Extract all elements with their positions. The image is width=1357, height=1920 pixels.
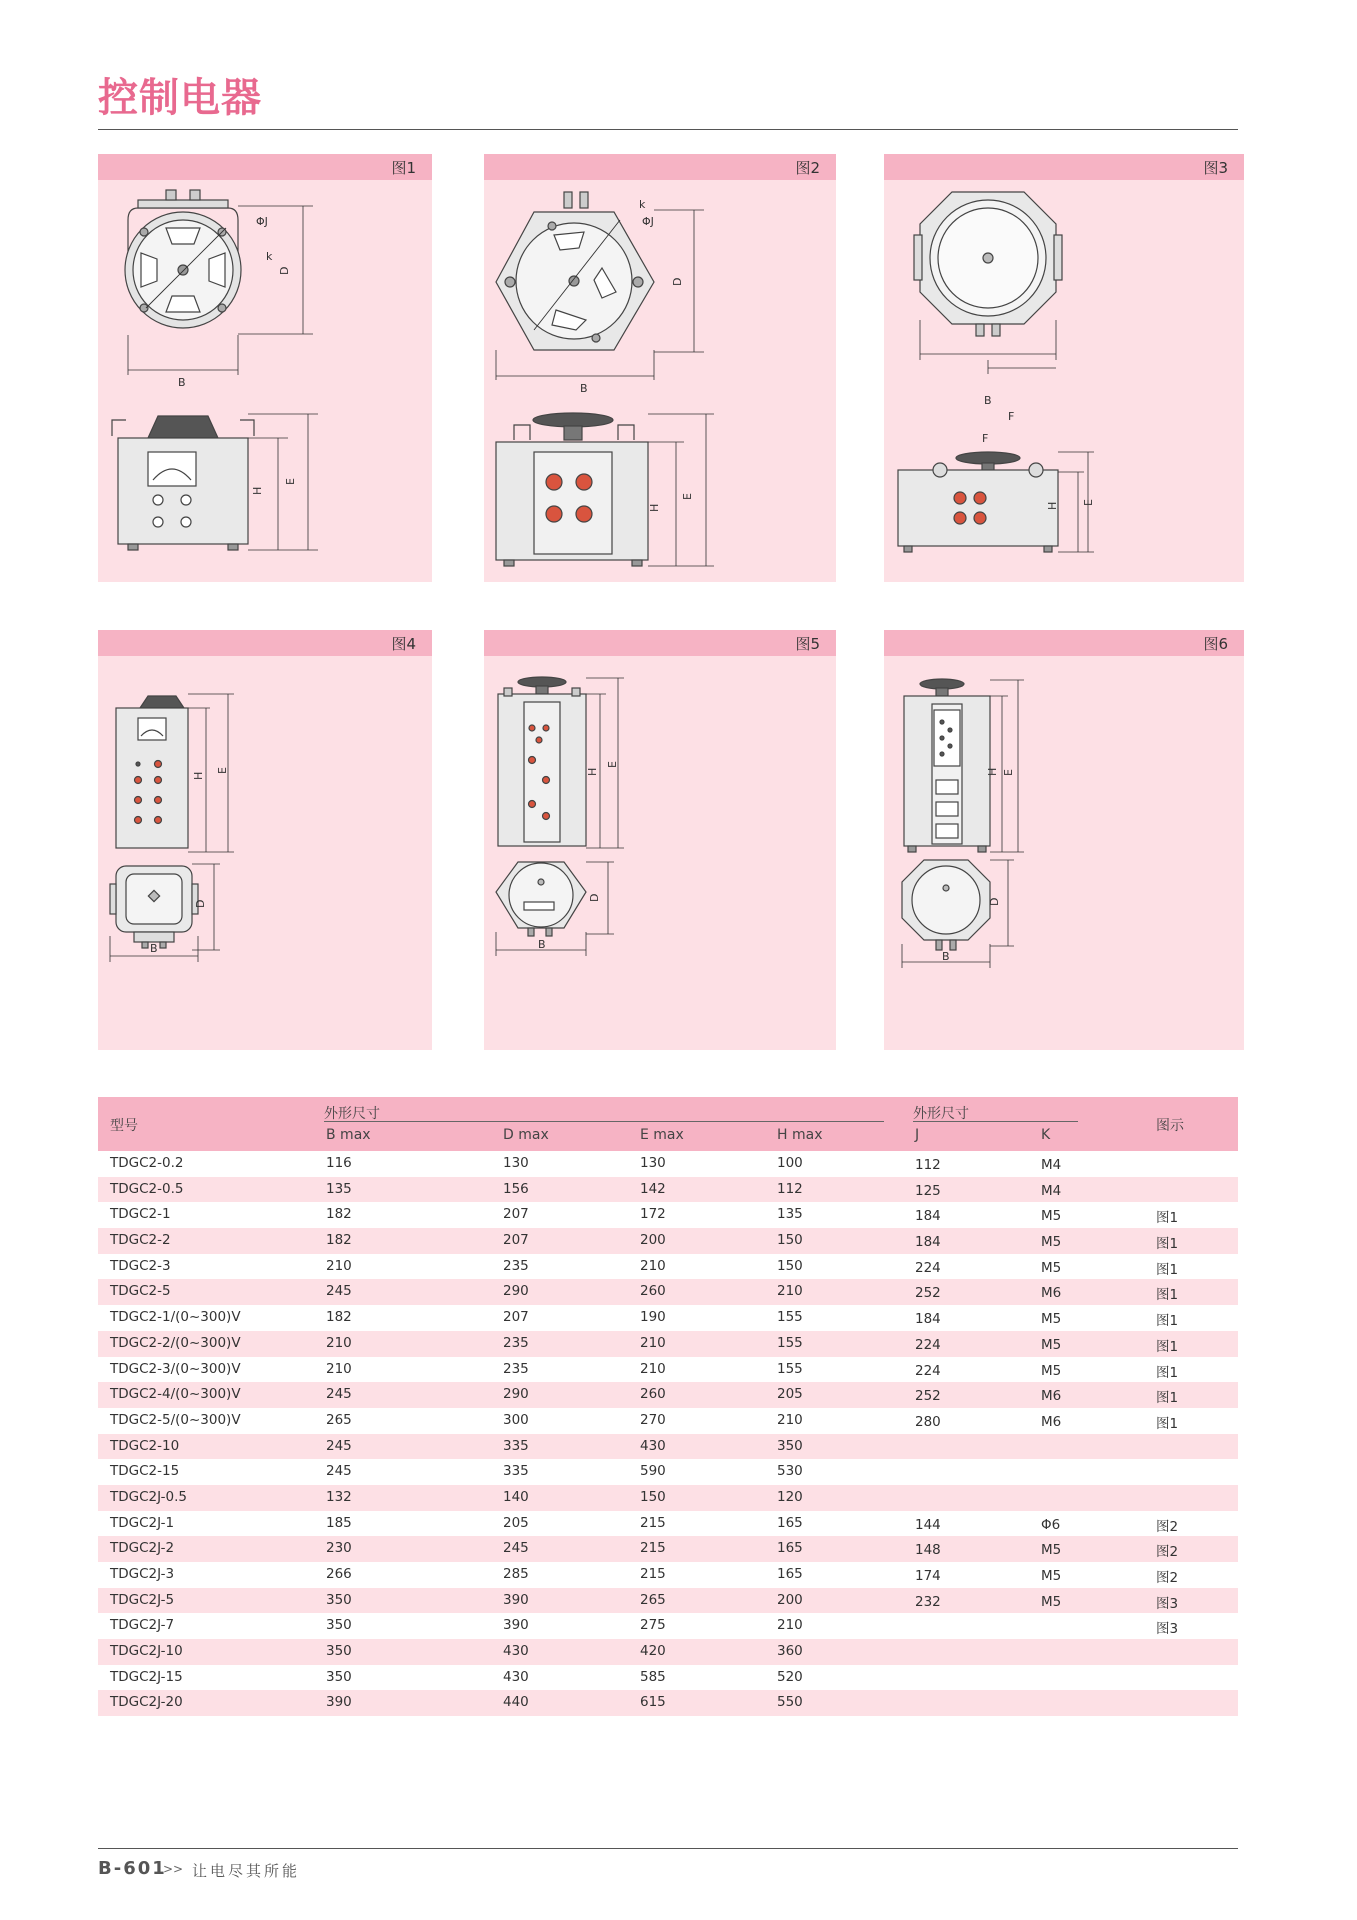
cell-model: TDGC2J-0.5 <box>110 1488 187 1505</box>
dim-b-label: B <box>984 394 992 407</box>
cell-b: 266 <box>326 1566 352 1582</box>
cell-e: 215 <box>640 1540 666 1557</box>
cell-d: 390 <box>503 1591 529 1608</box>
dim-f-label-2: F <box>982 432 989 445</box>
cell-h: 350 <box>777 1437 803 1454</box>
cell-b: 350 <box>326 1591 352 1608</box>
cell-e: 275 <box>640 1617 666 1634</box>
cell-d: 207 <box>503 1309 529 1326</box>
cell-e: 172 <box>640 1206 666 1223</box>
figure-label: 图1 <box>391 159 416 177</box>
cell-k: M5 <box>1041 1593 1062 1610</box>
cell-e: 270 <box>640 1411 666 1428</box>
cell-b: 185 <box>326 1514 352 1531</box>
cell-model: TDGC2-15 <box>110 1463 180 1480</box>
cell-h: 120 <box>777 1488 803 1505</box>
table-row <box>98 1202 1238 1228</box>
cell-k: M5 <box>1041 1259 1062 1276</box>
cell-j: 144 <box>915 1516 941 1533</box>
cell-e: 150 <box>640 1488 666 1505</box>
cell-d: 207 <box>503 1232 529 1249</box>
cell-j: 224 <box>915 1362 941 1379</box>
cell-e: 200 <box>640 1232 666 1249</box>
figure-1-drawing <box>98 180 432 582</box>
cell-b: 230 <box>326 1540 352 1557</box>
cell-b: 350 <box>326 1617 352 1634</box>
cell-d: 235 <box>503 1360 529 1377</box>
cell-e: 130 <box>640 1155 666 1171</box>
header-h: H max <box>777 1127 823 1143</box>
cell-h: 155 <box>777 1309 803 1326</box>
cell-b: 350 <box>326 1643 352 1660</box>
cell-b: 245 <box>326 1386 352 1403</box>
cell-e: 215 <box>640 1514 666 1531</box>
figure-6-panel <box>884 630 1244 1050</box>
dim-e-label: E <box>681 493 694 500</box>
cell-b: 182 <box>326 1206 352 1223</box>
cell-fig: 图2 <box>1156 1544 1179 1561</box>
header-k: K <box>1041 1127 1051 1143</box>
dim-d-label: D <box>988 897 1001 906</box>
cell-e: 210 <box>640 1257 666 1274</box>
cell-h: 112 <box>777 1180 803 1197</box>
cell-h: 210 <box>777 1283 803 1300</box>
header-e: E max <box>640 1127 684 1143</box>
cell-b: 210 <box>326 1360 352 1377</box>
cell-fig: 图1 <box>1156 1390 1179 1407</box>
cell-h: 360 <box>777 1643 803 1660</box>
figure-label: 图5 <box>795 635 820 653</box>
cell-b: 210 <box>326 1334 352 1351</box>
cell-d: 130 <box>503 1155 529 1171</box>
cell-fig: 图1 <box>1156 1364 1179 1381</box>
dim-h-label: H <box>1046 501 1059 510</box>
table-row <box>98 1408 1238 1434</box>
table-row <box>98 1331 1238 1357</box>
cell-fig: 图1 <box>1156 1313 1179 1330</box>
cell-fig: 图3 <box>1156 1621 1179 1638</box>
cell-j: 148 <box>915 1542 941 1559</box>
dimension-table <box>98 1097 1238 1716</box>
cell-model: TDGC2-4/(0~300)V <box>110 1386 241 1403</box>
cell-d: 300 <box>503 1411 529 1428</box>
cell-e: 210 <box>640 1360 666 1377</box>
figure-4-drawing <box>98 656 432 1050</box>
dim-j-label: ΦJ <box>256 215 268 228</box>
cell-j: 184 <box>915 1234 941 1251</box>
table-row <box>98 1613 1238 1639</box>
table-row <box>98 1536 1238 1562</box>
dim-d-label: D <box>671 277 684 286</box>
cell-j: 224 <box>915 1336 941 1353</box>
cell-b: 390 <box>326 1694 352 1711</box>
cell-h: 165 <box>777 1540 803 1557</box>
cell-model: TDGC2-10 <box>110 1437 180 1454</box>
header-group-1: 外形尺寸 <box>324 1106 380 1122</box>
cell-model: TDGC2-3 <box>110 1257 171 1274</box>
cell-d: 430 <box>503 1643 529 1660</box>
cell-j: 232 <box>915 1593 941 1610</box>
cell-d: 235 <box>503 1257 529 1274</box>
cell-h: 200 <box>777 1591 803 1608</box>
dim-h-label: H <box>648 503 661 512</box>
figure-6-drawing <box>884 656 1244 1050</box>
header-model: 型号 <box>110 1118 138 1134</box>
cell-model: TDGC2J-5 <box>110 1591 175 1608</box>
header-d: D max <box>503 1127 549 1143</box>
cell-model: TDGC2-1 <box>110 1206 171 1223</box>
cell-d: 440 <box>503 1694 529 1711</box>
dim-e-label: E <box>284 478 297 485</box>
cell-fig: 图1 <box>1156 1338 1179 1355</box>
header-figure: 图示 <box>1156 1118 1184 1134</box>
dim-b-label: B <box>178 376 186 389</box>
dim-h-label: H <box>251 486 264 495</box>
cell-k: Φ6 <box>1041 1516 1061 1533</box>
cell-h: 165 <box>777 1514 803 1531</box>
cell-h: 150 <box>777 1257 803 1274</box>
figure-5-drawing <box>484 656 836 1050</box>
figure-2-panel <box>484 154 836 582</box>
cell-j: 184 <box>915 1208 941 1225</box>
table-row <box>98 1562 1238 1588</box>
cell-h: 100 <box>777 1155 803 1171</box>
cell-d: 235 <box>503 1334 529 1351</box>
table-row <box>98 1434 1238 1460</box>
cell-k: M5 <box>1041 1336 1062 1353</box>
table-body <box>98 1151 1238 1716</box>
cell-b: 182 <box>326 1232 352 1249</box>
cell-fig: 图1 <box>1156 1287 1179 1304</box>
cell-e: 265 <box>640 1591 666 1608</box>
cell-d: 335 <box>503 1437 529 1454</box>
figure-label: 图6 <box>1203 635 1228 653</box>
cell-k: M5 <box>1041 1208 1062 1225</box>
cell-e: 142 <box>640 1180 666 1197</box>
dim-b-label: B <box>580 382 588 395</box>
cell-k: M6 <box>1041 1413 1062 1430</box>
dim-e-label: E <box>606 761 619 768</box>
table-row <box>98 1665 1238 1691</box>
figure-4-panel <box>98 630 432 1050</box>
cell-b: 132 <box>326 1488 352 1505</box>
cell-fig: 图3 <box>1156 1595 1179 1612</box>
cell-d: 290 <box>503 1386 529 1403</box>
cell-d: 335 <box>503 1463 529 1480</box>
dim-b-label: B <box>538 938 546 951</box>
cell-k: M5 <box>1041 1542 1062 1559</box>
cell-h: 210 <box>777 1411 803 1428</box>
cell-b: 210 <box>326 1257 352 1274</box>
dim-h-label: H <box>986 767 999 776</box>
cell-model: TDGC2J-1 <box>110 1514 175 1531</box>
page-number: B-601 <box>98 1858 167 1879</box>
table-row <box>98 1151 1238 1177</box>
dim-e-label: E <box>1002 769 1015 776</box>
header-group-2: 外形尺寸 <box>913 1106 969 1122</box>
cell-e: 420 <box>640 1643 666 1660</box>
cell-d: 156 <box>503 1180 529 1197</box>
table-header <box>98 1097 1238 1151</box>
table-row <box>98 1305 1238 1331</box>
cell-j: 252 <box>915 1388 941 1405</box>
cell-model: TDGC2J-7 <box>110 1617 175 1634</box>
cell-d: 285 <box>503 1566 529 1582</box>
footer-arrow: >> <box>163 1862 184 1876</box>
cell-k: M5 <box>1041 1234 1062 1251</box>
cell-model: TDGC2J-15 <box>110 1668 183 1685</box>
cell-k: M4 <box>1041 1157 1062 1173</box>
table-row <box>98 1459 1238 1485</box>
table-row <box>98 1254 1238 1280</box>
footer-slogan: 让电尽其所能 <box>192 1862 301 1880</box>
cell-model: TDGC2J-10 <box>110 1643 183 1660</box>
cell-h: 205 <box>777 1386 803 1403</box>
cell-j: 224 <box>915 1259 941 1276</box>
cell-model: TDGC2J-2 <box>110 1540 175 1557</box>
cell-b: 116 <box>326 1155 352 1171</box>
header-b: B max <box>326 1127 371 1143</box>
dim-b-label: B <box>150 942 158 955</box>
table-row <box>98 1511 1238 1537</box>
dim-f-label: F <box>1008 410 1015 423</box>
figure-3-panel <box>884 154 1244 582</box>
dim-k-label: k <box>266 250 273 263</box>
figure-1-panel <box>98 154 432 582</box>
cell-k: M4 <box>1041 1182 1062 1199</box>
table-row <box>98 1279 1238 1305</box>
cell-d: 290 <box>503 1283 529 1300</box>
cell-fig: 图2 <box>1156 1518 1179 1535</box>
cell-k: M6 <box>1041 1285 1062 1302</box>
cell-model: TDGC2-5/(0~300)V <box>110 1411 241 1428</box>
table-row <box>98 1357 1238 1383</box>
dim-e-label: E <box>1082 499 1095 506</box>
cell-model: TDGC2-1/(0~300)V <box>110 1309 241 1326</box>
cell-fig: 图1 <box>1156 1415 1179 1432</box>
cell-b: 135 <box>326 1180 352 1197</box>
cell-model: TDGC2-2 <box>110 1232 171 1249</box>
cell-e: 585 <box>640 1668 666 1685</box>
cell-h: 165 <box>777 1566 803 1582</box>
dim-b-label: B <box>942 950 950 963</box>
cell-model: TDGC2J-3 <box>110 1566 175 1582</box>
figure-label: 图4 <box>391 635 416 653</box>
cell-model: TDGC2-0.5 <box>110 1180 184 1197</box>
table-row <box>98 1228 1238 1254</box>
table-row <box>98 1588 1238 1614</box>
table-row <box>98 1639 1238 1665</box>
table-row <box>98 1382 1238 1408</box>
cell-h: 155 <box>777 1360 803 1377</box>
cell-k: M6 <box>1041 1388 1062 1405</box>
dim-d-label: D <box>588 893 601 902</box>
cell-model: TDGC2-0.2 <box>110 1155 184 1171</box>
cell-k: M5 <box>1041 1568 1062 1584</box>
cell-j: 184 <box>915 1311 941 1328</box>
cell-fig: 图1 <box>1156 1236 1179 1253</box>
title-divider <box>98 129 1238 130</box>
figure-2-drawing <box>484 180 836 582</box>
cell-h: 530 <box>777 1463 803 1480</box>
cell-b: 245 <box>326 1437 352 1454</box>
dim-h-label: H <box>192 771 205 780</box>
cell-d: 390 <box>503 1617 529 1634</box>
cell-h: 155 <box>777 1334 803 1351</box>
cell-b: 265 <box>326 1411 352 1428</box>
dim-k-label: k <box>639 198 646 211</box>
cell-fig: 图1 <box>1156 1210 1179 1227</box>
cell-model: TDGC2-3/(0~300)V <box>110 1360 241 1377</box>
cell-d: 140 <box>503 1488 529 1505</box>
cell-j: 125 <box>915 1182 941 1199</box>
cell-b: 182 <box>326 1309 352 1326</box>
cell-k: M5 <box>1041 1362 1062 1379</box>
footer-divider <box>98 1848 1238 1849</box>
dim-d-label: D <box>194 899 207 908</box>
cell-e: 260 <box>640 1283 666 1300</box>
figure-label: 图3 <box>1203 159 1228 177</box>
figure-3-drawing <box>884 180 1244 582</box>
header-j: J <box>915 1127 920 1143</box>
dim-e-label: E <box>216 767 229 774</box>
cell-h: 135 <box>777 1206 803 1223</box>
page-title: 控制电器 <box>98 75 262 121</box>
table-row <box>98 1485 1238 1511</box>
cell-d: 205 <box>503 1514 529 1531</box>
table-row <box>98 1690 1238 1716</box>
cell-e: 190 <box>640 1309 666 1326</box>
dim-h-label: H <box>586 767 599 776</box>
cell-model: TDGC2-2/(0~300)V <box>110 1334 241 1351</box>
cell-model: TDGC2-5 <box>110 1283 171 1300</box>
cell-d: 207 <box>503 1206 529 1223</box>
cell-fig: 图2 <box>1156 1570 1179 1586</box>
cell-e: 260 <box>640 1386 666 1403</box>
figure-5-panel <box>484 630 836 1050</box>
cell-b: 245 <box>326 1283 352 1300</box>
cell-j: 252 <box>915 1285 941 1302</box>
cell-h: 550 <box>777 1694 803 1711</box>
cell-e: 615 <box>640 1694 666 1711</box>
dim-d-label: D <box>278 266 291 275</box>
cell-h: 520 <box>777 1668 803 1685</box>
cell-j: 112 <box>915 1157 941 1173</box>
cell-e: 210 <box>640 1334 666 1351</box>
cell-e: 430 <box>640 1437 666 1454</box>
cell-e: 215 <box>640 1566 666 1582</box>
cell-e: 590 <box>640 1463 666 1480</box>
figure-label: 图2 <box>795 159 820 177</box>
cell-b: 350 <box>326 1668 352 1685</box>
cell-b: 245 <box>326 1463 352 1480</box>
cell-j: 174 <box>915 1568 941 1584</box>
cell-model: TDGC2J-20 <box>110 1694 183 1711</box>
cell-d: 430 <box>503 1668 529 1685</box>
cell-j: 280 <box>915 1413 941 1430</box>
cell-d: 245 <box>503 1540 529 1557</box>
cell-fig: 图1 <box>1156 1261 1179 1278</box>
cell-k: M5 <box>1041 1311 1062 1328</box>
table-row <box>98 1177 1238 1203</box>
dim-j-label: ΦJ <box>642 215 654 228</box>
cell-h: 150 <box>777 1232 803 1249</box>
cell-h: 210 <box>777 1617 803 1634</box>
